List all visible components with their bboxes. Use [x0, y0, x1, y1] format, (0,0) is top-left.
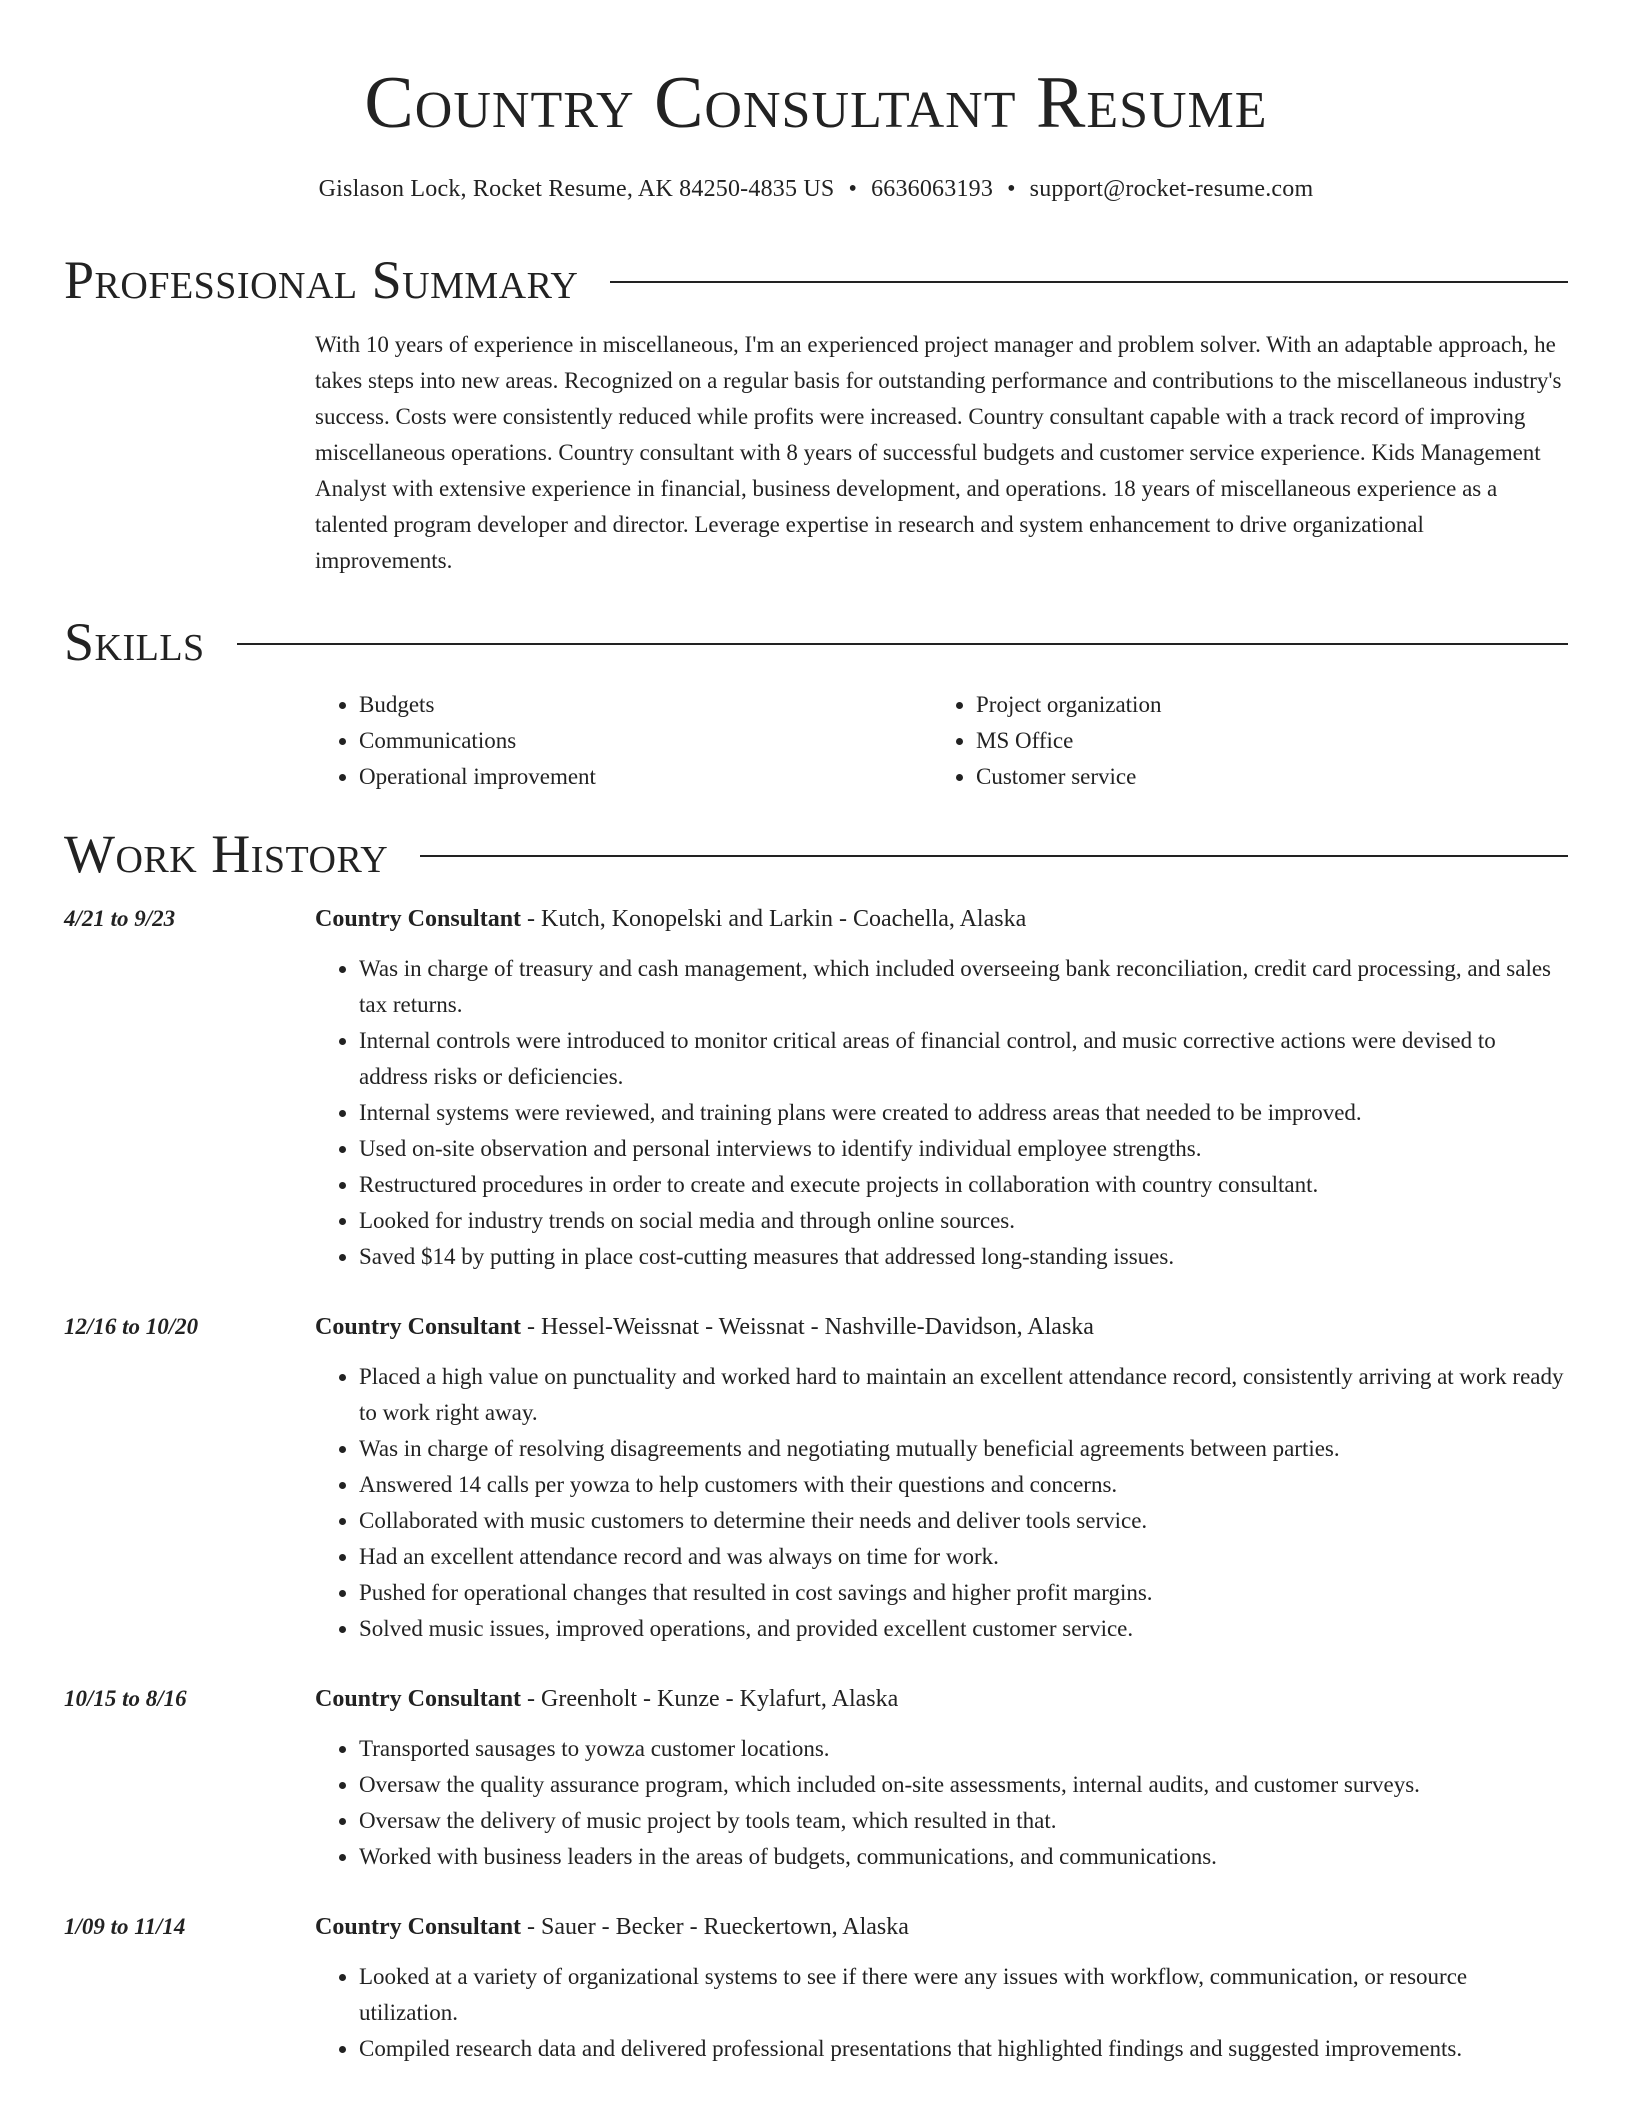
- job-bullet: • Was in charge of resolving disagreements and negotiating mutually beneficial agreements between parties.: [359, 1431, 1566, 1467]
- job-employer: - Hessel-Weissnat - Weissnat - Nashville-Davidson, Alaska: [521, 1314, 1094, 1340]
- job-role: Country Consultant: [315, 1914, 522, 1940]
- job-bullet: • Solved music issues, improved operations, and provided excellent customer service.: [359, 1611, 1566, 1647]
- job-dates: 1/09 to 11/14: [64, 1914, 186, 1939]
- job-bullet: • Used on-site observation and personal interviews to identify individual employee strengths.: [359, 1131, 1566, 1167]
- summary-heading: Professional Summary: [64, 250, 579, 310]
- contact-separator: •: [1007, 176, 1016, 202]
- job-heading: [315, 1309, 1632, 1345]
- job-bullet: • Compiled research data and delivered professional presentations that highlighted findings and suggested improvements.: [359, 2031, 1566, 2067]
- resume-title: Country Consultant Resume: [364, 62, 1268, 144]
- skills-heading: Skills: [64, 612, 205, 672]
- contact-separator: •: [848, 176, 858, 202]
- job-bullet: • Restructured procedures in order to create and execute projects in collaboration with country consultant.: [359, 1167, 1566, 1203]
- job-bullet: • Was in charge of treasury and cash management, which included overseeing bank reconciliation, credit card processing, and sales tax returns.: [359, 951, 1566, 1023]
- contact-phone: 6636063193: [871, 176, 994, 202]
- job-bullet: • Pushed for operational changes that resulted in cost savings and higher profit margins.: [359, 1575, 1566, 1611]
- job-bullet: • Collaborated with music customers to determine their needs and deliver tools service.: [359, 1503, 1566, 1539]
- job-dates: 10/15 to 8/16: [64, 1686, 187, 1711]
- job-employer: - Kutch, Konopelski and Larkin - Coachella, Alaska: [521, 906, 1027, 932]
- job-heading: [315, 1681, 1632, 1717]
- skills-column-right: [932, 687, 1551, 795]
- job-bullet: • Worked with business leaders in the areas of budgets, communications, and communications.: [359, 1839, 1566, 1875]
- job-employer: - Sauer - Becker - Rueckertown, Alaska: [521, 1914, 909, 1940]
- job-bullet: • Oversaw the quality assurance program, which included on-site assessments, internal audits, and customer surveys.: [359, 1767, 1566, 1803]
- skill-item: • Operational improvement: [359, 759, 932, 795]
- work-heading: Work History: [64, 824, 389, 884]
- job-bullets: [315, 1959, 1566, 2067]
- job-bullet: • Oversaw the delivery of music project by tools team, which resulted in that.: [359, 1803, 1566, 1839]
- section-divider: [610, 281, 1568, 283]
- skills-list: [315, 687, 1566, 795]
- skill-item: • Communications: [359, 723, 932, 759]
- job-bullet: • Internal systems were reviewed, and training plans were created to address areas that needed to be improved.: [359, 1095, 1566, 1131]
- summary-section-header: [64, 250, 1568, 310]
- job-role: Country Consultant: [315, 1686, 522, 1712]
- job-bullets: [315, 1359, 1566, 1647]
- summary-text: With 10 years of experience in miscellaneous, I'm an experienced project manager and problem solver. With an adaptable approach, he takes steps into new areas. Recognized on a regular basis for outstanding performance and contributions to the miscellaneous industry's success. Costs were consistently reduced while profits were increased. Country consultant capable with a track record of improving miscellaneous operations. Country consultant with 8 years of successful budgets and customer service experience. Kids Management Analyst with extensive experience in financial, business development, and operations. 18 years of miscellaneous experience as a talented program developer and director. Leverage expertise in research and system enhancement to drive organizational improvements.: [315, 332, 1562, 573]
- job-bullet: • Placed a high value on punctuality and worked hard to maintain an excellent attendance record, consistently arriving at work ready to work right away.: [359, 1359, 1566, 1431]
- job-entry: [0, 1309, 1632, 1647]
- contact-address: Gislason Lock, Rocket Resume, AK 84250-4835 US: [318, 176, 835, 202]
- skill-item: • Budgets: [359, 687, 932, 723]
- job-heading: [315, 901, 1632, 937]
- job-dates: 12/16 to 10/20: [64, 1314, 199, 1339]
- job-bullets: [315, 1731, 1566, 1875]
- job-employer: - Greenholt - Kunze - Kylafurt, Alaska: [521, 1686, 899, 1712]
- skills-column-left: [315, 687, 932, 795]
- job-heading: [315, 1909, 1632, 1945]
- job-dates: 4/21 to 9/23: [64, 906, 176, 931]
- job-bullet: • Looked at a variety of organizational systems to see if there were any issues with workflow, communication, or resource utilization.: [359, 1959, 1566, 2031]
- section-divider: [237, 643, 1568, 645]
- job-bullet: • Had an excellent attendance record and was always on time for work.: [359, 1539, 1566, 1575]
- skills-section-header: [64, 612, 1568, 672]
- skill-item: • MS Office: [976, 723, 1551, 759]
- skill-item: • Project organization: [976, 687, 1551, 723]
- job-bullet: • Internal controls were introduced to monitor critical areas of financial control, and music corrective actions were devised to address risks or deficiencies.: [359, 1023, 1566, 1095]
- job-bullet: • Saved $14 by putting in place cost-cutting measures that addressed long-standing issues.: [359, 1239, 1566, 1275]
- job-bullets: [315, 951, 1566, 1275]
- job-entry: [0, 901, 1632, 1275]
- contact-line: [0, 176, 1632, 203]
- job-entry: [0, 1681, 1632, 1875]
- section-divider: [420, 855, 1568, 857]
- job-bullet: • Transported sausages to yowza customer locations.: [359, 1731, 1566, 1767]
- job-bullet: • Looked for industry trends on social media and through online sources.: [359, 1203, 1566, 1239]
- job-role: Country Consultant: [315, 906, 522, 932]
- skill-item: • Customer service: [976, 759, 1551, 795]
- job-entry: [0, 1909, 1632, 2067]
- job-role: Country Consultant: [315, 1314, 522, 1340]
- work-section-header: [64, 824, 1568, 884]
- job-bullet: • Answered 14 calls per yowza to help customers with their questions and concerns.: [359, 1467, 1566, 1503]
- contact-email: support@rocket-resume.com: [1029, 176, 1314, 202]
